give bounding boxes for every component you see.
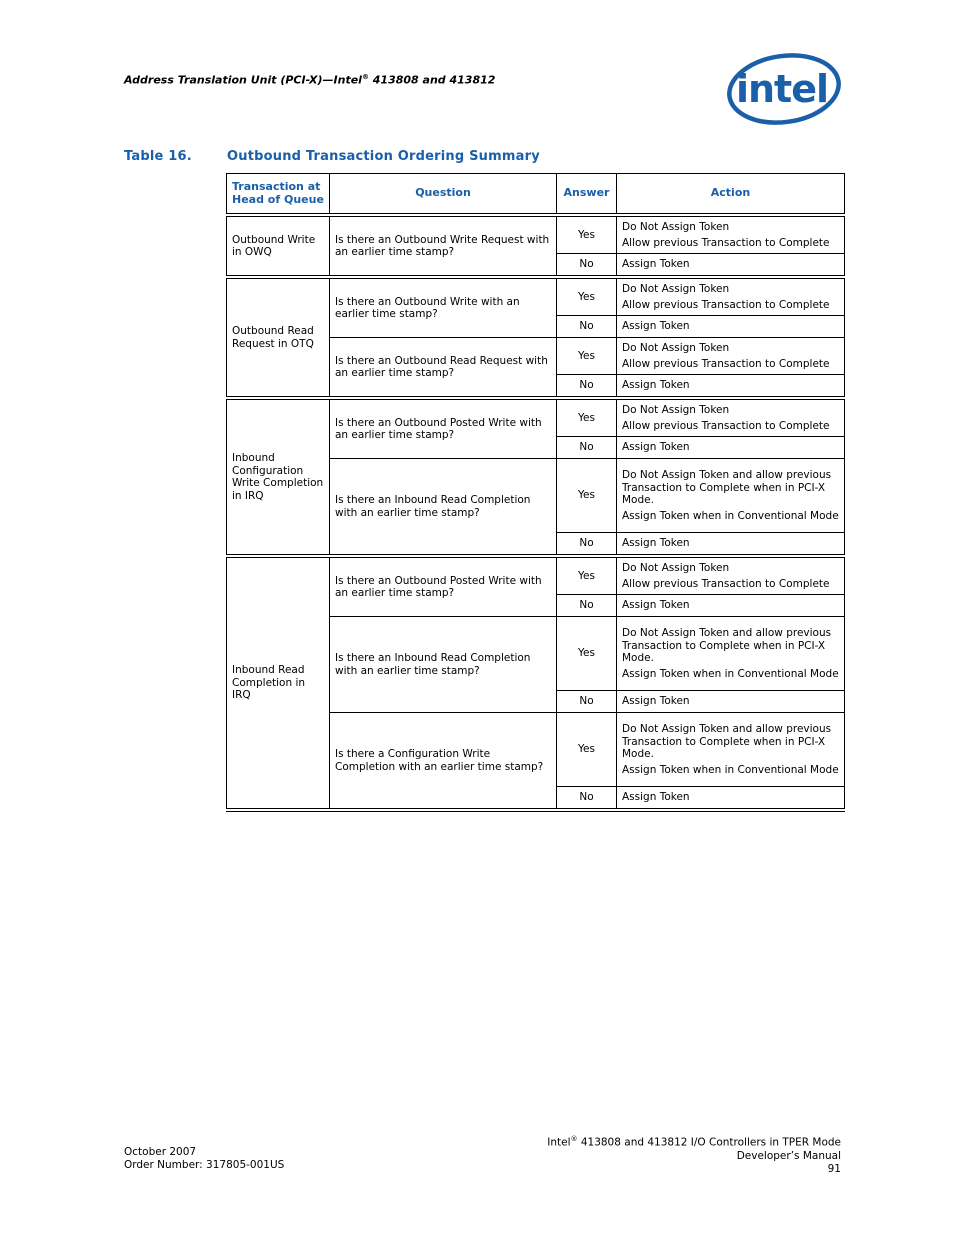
action-cell — [617, 713, 845, 787]
action-cell — [617, 459, 845, 533]
action-line: Assign Token — [622, 791, 690, 804]
footer-right — [547, 1133, 841, 1176]
answer-cell: Yes — [557, 556, 617, 595]
action-line: Assign Token — [622, 537, 690, 550]
question-cell: Is there an Outbound Posted Write with an earlier time stamp? — [330, 556, 557, 617]
action-cell — [617, 691, 845, 713]
action-line: Do Not Assign Token and allow previous Transaction to Complete when in PCI-X Mode. — [622, 469, 832, 506]
registered-mark: ® — [361, 73, 369, 81]
transaction-group — [227, 277, 845, 398]
action-line: Do Not Assign Token — [622, 283, 730, 295]
question-cell: Is there an Outbound Posted Write with an earlier time stamp? — [330, 398, 557, 459]
running-header — [124, 73, 495, 87]
answer-cell: Yes — [557, 398, 617, 437]
transaction-group — [227, 556, 845, 810]
action-line: Assign Token when in Conventional Mode — [622, 667, 839, 680]
header-action: Action — [617, 174, 845, 216]
transaction-group — [227, 398, 845, 556]
answer-cell: No — [557, 691, 617, 713]
action-cell — [617, 254, 845, 278]
action-cell — [617, 338, 845, 375]
action-line: Allow previous Transaction to Complete — [622, 236, 830, 249]
action-line: Assign Token — [622, 258, 690, 271]
answer-cell: Yes — [557, 338, 617, 375]
table-number: Table 16. — [124, 149, 192, 164]
answer-cell: No — [557, 437, 617, 459]
question-cell: Is there an Outbound Read Request with an earlier time stamp? — [330, 338, 557, 399]
intel-logo — [724, 52, 842, 126]
action-line: Do Not Assign Token and allow previous Transaction to Complete when in PCI-X Mode. — [622, 627, 832, 664]
transaction-cell: Outbound Read Request in OTQ — [227, 277, 330, 398]
action-cell — [617, 316, 845, 338]
action-cell — [617, 556, 845, 595]
answer-cell: No — [557, 316, 617, 338]
action-cell — [617, 533, 845, 557]
answer-cell: No — [557, 595, 617, 617]
table-title: Outbound Transaction Ordering Summary — [227, 149, 540, 164]
action-line: Do Not Assign Token — [622, 221, 730, 233]
question-cell: Is there an Outbound Write with an earlier time stamp? — [330, 277, 557, 338]
action-line: Assign Token — [622, 320, 690, 333]
table-caption — [124, 149, 540, 164]
table-header-row — [227, 174, 845, 216]
action-cell — [617, 787, 845, 811]
action-line: Allow previous Transaction to Complete — [622, 357, 830, 370]
question-cell: Is there an Inbound Read Completion with an earlier time stamp? — [330, 459, 557, 557]
action-line: Assign Token when in Conventional Mode — [622, 509, 839, 522]
footer-product — [547, 1133, 841, 1150]
action-line: Assign Token — [622, 441, 690, 454]
action-line: Assign Token — [622, 379, 690, 392]
answer-cell: Yes — [557, 713, 617, 787]
transaction-group — [227, 215, 845, 277]
action-cell — [617, 375, 845, 399]
action-cell — [617, 617, 845, 691]
answer-cell: No — [557, 787, 617, 811]
transaction-cell: Inbound Read Completion in IRQ — [227, 556, 330, 810]
action-cell — [617, 215, 845, 254]
footer-page-number: 91 — [827, 1162, 841, 1175]
action-line: Allow previous Transaction to Complete — [622, 419, 830, 432]
action-line: Allow previous Transaction to Complete — [622, 577, 830, 590]
table-row — [227, 398, 845, 437]
action-line: Do Not Assign Token — [622, 342, 730, 354]
table-row — [227, 556, 845, 595]
logo-wordmark: intel — [735, 67, 829, 111]
table-row — [227, 215, 845, 254]
ordering-summary-table — [226, 173, 845, 812]
header-question: Question — [330, 174, 557, 216]
answer-cell: No — [557, 254, 617, 278]
footer-left — [124, 1146, 284, 1172]
answer-cell: Yes — [557, 617, 617, 691]
header-transaction: Transaction at Head of Queue — [227, 174, 330, 216]
footer-product-part1: Intel — [547, 1136, 571, 1149]
action-cell — [617, 437, 845, 459]
action-line: Assign Token when in Conventional Mode — [622, 763, 839, 776]
footer-product-part2: 413808 and 413812 I/O Controllers in TPER Mode — [577, 1136, 841, 1149]
footer-date: October 2007 — [124, 1146, 197, 1158]
action-cell — [617, 277, 845, 316]
action-cell — [617, 398, 845, 437]
action-line: Allow previous Transaction to Complete — [622, 298, 830, 311]
table-row — [227, 277, 845, 316]
answer-cell: Yes — [557, 459, 617, 533]
footer-registered-mark: ® — [570, 1135, 578, 1143]
answer-cell: No — [557, 375, 617, 399]
answer-cell: Yes — [557, 277, 617, 316]
action-line: Do Not Assign Token — [622, 562, 730, 574]
answer-cell: No — [557, 533, 617, 557]
footer-manual: Developer’s Manual — [736, 1149, 841, 1162]
action-line: Do Not Assign Token and allow previous Transaction to Complete when in PCI-X Mode. — [622, 723, 832, 760]
action-cell — [617, 595, 845, 617]
transaction-cell: Inbound Configuration Write Completion in IRQ — [227, 398, 330, 556]
transaction-cell: Outbound Write in OWQ — [227, 215, 330, 277]
action-line: Assign Token — [622, 599, 690, 612]
answer-cell: Yes — [557, 215, 617, 254]
action-line: Do Not Assign Token — [622, 404, 730, 416]
question-cell: Is there a Configuration Write Completion with an earlier time stamp? — [330, 713, 557, 811]
header-title-part2: 413808 and 413812 — [368, 73, 496, 87]
header-answer: Answer — [557, 174, 617, 216]
question-cell: Is there an Outbound Write Request with an earlier time stamp? — [330, 215, 557, 277]
question-cell: Is there an Inbound Read Completion with an earlier time stamp? — [330, 617, 557, 713]
action-line: Assign Token — [622, 695, 690, 708]
header-title-part1: Address Translation Unit (PCI-X)—Intel — [124, 73, 362, 87]
footer-order-number: Order Number: 317805-001US — [124, 1159, 285, 1171]
